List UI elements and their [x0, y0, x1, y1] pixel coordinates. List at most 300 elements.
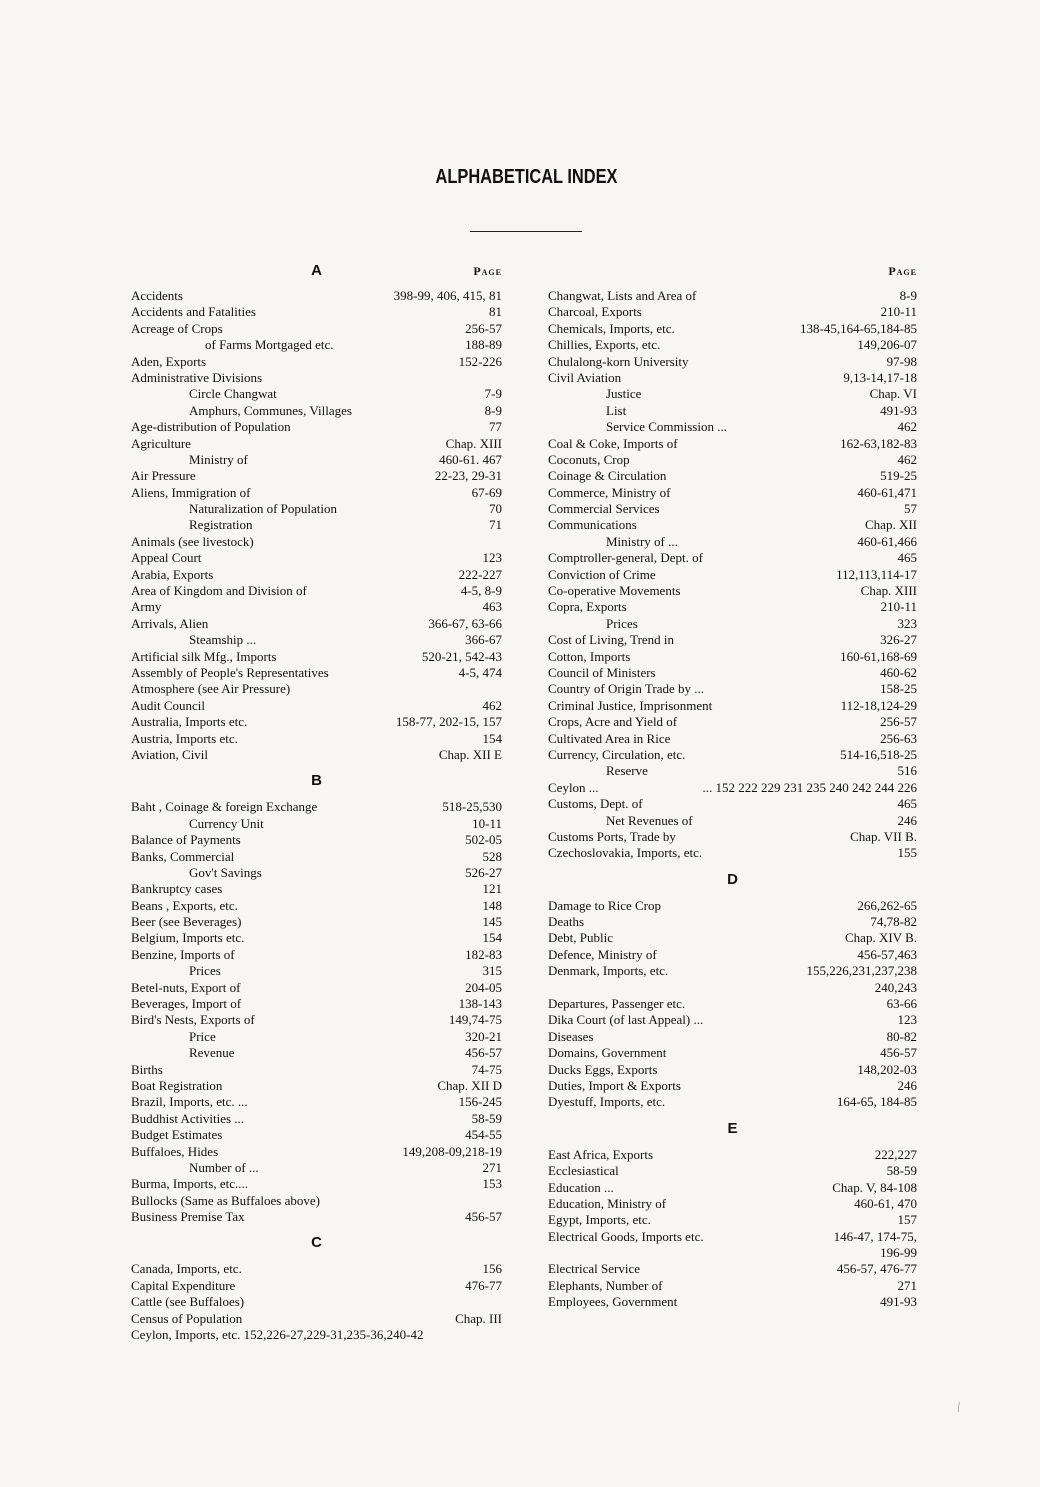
entry-term: Beans , Exports, etc.	[131, 897, 238, 913]
index-entry	[131, 1311, 502, 1327]
page-label: Page	[473, 264, 502, 278]
index-entry	[548, 1294, 917, 1310]
entry-term: Balance of Payments	[131, 832, 241, 848]
index-entry	[548, 681, 917, 697]
entry-pages: 460-61,466	[857, 533, 917, 549]
entry-pages: 7-9	[484, 386, 502, 402]
index-entry	[548, 1094, 917, 1110]
index-entry	[131, 1029, 502, 1045]
entry-term: Chemicals, Imports, etc.	[548, 320, 675, 336]
index-entry	[131, 914, 502, 930]
entry-term: Bullocks (Same as Buffaloes above)	[131, 1192, 320, 1208]
index-entry	[548, 452, 917, 468]
entry-pages: 58-59	[471, 1110, 502, 1126]
entry-term: Cultivated Area in Rice	[548, 730, 671, 746]
entry-pages: 63-66	[886, 996, 917, 1012]
entry-pages: 123	[897, 1012, 917, 1028]
entry-term: Coconuts, Crop	[548, 451, 630, 467]
entry-pages: 158-25	[880, 681, 917, 697]
index-entry	[548, 796, 917, 812]
index-entry	[131, 881, 502, 897]
index-entry	[131, 583, 502, 599]
index-entry	[548, 436, 917, 452]
entry-pages: 153	[482, 1176, 502, 1192]
entry-term: Employees, Government	[548, 1294, 678, 1310]
entry-term: East Africa, Exports	[548, 1146, 654, 1162]
entry-term: Ecclesiastical	[548, 1163, 619, 1179]
entry-pages: Chap. III	[455, 1310, 502, 1326]
entry-term: Ministry of	[189, 451, 248, 467]
entry-term: Deaths	[548, 914, 585, 930]
entry-pages: 154	[482, 730, 502, 746]
entry-term: Births	[131, 1061, 163, 1077]
entry-pages: 156	[482, 1261, 502, 1277]
entry-term: Elephants, Number of	[548, 1277, 663, 1293]
entry-term: Acreage of Crops	[131, 320, 223, 336]
entry-term: Prices	[606, 615, 638, 631]
entry-term: Audit Council	[131, 697, 206, 713]
entry-term: Civil Aviation	[548, 369, 622, 385]
entry-pages: 71	[489, 517, 502, 533]
section-letter-c: C	[311, 1234, 322, 1252]
index-entry	[131, 832, 502, 848]
entry-pages: 10-11	[472, 815, 502, 831]
entry-term: Animals (see livestock)	[131, 533, 254, 549]
entry-term: Duties, Import & Exports	[548, 1077, 681, 1093]
index-entry	[548, 501, 917, 517]
entry-pages: 366-67	[465, 632, 502, 648]
index-entry	[131, 337, 502, 353]
entry-term: Council of Ministers	[548, 664, 656, 680]
entry-pages: 158-77, 202-15, 157	[395, 714, 502, 730]
index-entry	[131, 947, 502, 963]
index-entry	[548, 337, 917, 353]
index-entry	[548, 1212, 917, 1228]
entry-pages: 196-99	[880, 1245, 917, 1261]
entry-term: Electrical Goods, Imports etc.	[548, 1228, 704, 1244]
entry-term: Artificial silk Mfg., Imports	[131, 648, 277, 664]
entry-term: Administrative Divisions	[131, 369, 263, 385]
index-entry	[548, 616, 917, 632]
entry-pages: 528	[482, 848, 502, 864]
index-entry	[131, 1111, 502, 1127]
index-entry	[131, 468, 502, 484]
entry-pages: 112-18,124-29	[840, 697, 917, 713]
index-entry	[131, 517, 502, 533]
index-entry	[548, 321, 917, 337]
entry-term: Departures, Passenger etc.	[548, 996, 686, 1012]
entry-pages: Chap. XIII	[445, 435, 502, 451]
entry-term: Communications	[548, 517, 637, 533]
entry-pages: 162-63,182-83	[840, 435, 917, 451]
entry-pages: 8-9	[899, 288, 917, 303]
index-entry	[131, 1062, 502, 1078]
entry-term: Baht , Coinage & foreign Exchange	[131, 799, 318, 815]
index-entry	[548, 485, 917, 501]
entry-pages: 320-21	[465, 1028, 502, 1044]
entry-pages: 514-16,518-25	[840, 746, 917, 762]
entry-term: Agriculture	[131, 435, 191, 451]
index-entry	[548, 534, 917, 550]
index-entry	[548, 550, 917, 566]
entry-term: Diseases	[548, 1028, 594, 1044]
entry-term: Education ...	[548, 1179, 614, 1195]
entry-term: Army	[131, 599, 162, 615]
entry-term: Commercial Services	[548, 501, 660, 517]
entry-term: Cost of Living, Trend in	[548, 632, 675, 648]
entry-pages: 240,243	[874, 979, 917, 995]
entry-pages: 156-245	[458, 1094, 502, 1110]
entry-term: Electrical Service	[548, 1261, 641, 1277]
index-entry	[548, 386, 917, 402]
entry-pages: 526-27	[465, 864, 502, 880]
section-e	[548, 1147, 917, 1311]
index-entry	[548, 1278, 917, 1294]
entry-pages: 502-05	[465, 832, 502, 848]
entry-pages: 70	[489, 501, 502, 517]
entry-pages: 454-55	[465, 1127, 502, 1143]
index-entry	[548, 632, 917, 648]
index-entry	[548, 1029, 917, 1045]
entry-term: Arrivals, Alien	[131, 615, 209, 631]
entry-term: Co-operative Movements	[548, 583, 681, 599]
entry-pages: 77	[489, 419, 502, 435]
entry-term: Ceylon ...	[548, 779, 599, 795]
entry-term: Currency Unit	[189, 815, 264, 831]
entry-term: Commerce, Ministry of	[548, 484, 671, 500]
index-entry	[131, 747, 502, 763]
entry-term: Census of Population	[131, 1310, 243, 1326]
index-entry	[548, 468, 917, 484]
index-entry	[131, 403, 502, 419]
index-entry	[548, 996, 917, 1012]
entry-term: Registration	[189, 517, 253, 533]
entry-term: Capital Expenditure	[131, 1277, 236, 1293]
entry-term: List	[606, 402, 627, 418]
index-column-left	[131, 262, 502, 1343]
entry-pages: 155	[897, 845, 917, 861]
index-entry	[131, 799, 502, 815]
entry-term: Changwat, Lists and Area of	[548, 288, 697, 303]
entry-term: Net Revenues of	[606, 812, 693, 828]
entry-pages: 256-57	[880, 714, 917, 730]
entry-term: Bankruptcy cases	[131, 881, 223, 897]
entry-term: Prices	[189, 963, 221, 979]
entry-term: Justice	[606, 386, 642, 402]
index-entry	[131, 816, 502, 832]
entry-term: Dika Court (of last Appeal) ...	[548, 1012, 704, 1028]
entry-term: Aviation, Civil	[131, 746, 209, 762]
index-entry	[548, 731, 917, 747]
entry-term: Belgium, Imports etc.	[131, 930, 245, 946]
entry-term: Ceylon, Imports, etc. 152,226-27,229-31,235-36,240-42	[131, 1327, 424, 1343]
entry-pages: 22-23, 29-31	[434, 468, 502, 484]
index-entry	[131, 354, 502, 370]
entry-pages: 152-226	[458, 353, 502, 369]
entry-pages: 149,208-09,218-19	[402, 1143, 502, 1159]
index-entry	[131, 1094, 502, 1110]
column-header	[548, 262, 917, 288]
entry-pages: Chap. XII D	[437, 1077, 502, 1093]
index-entry	[548, 947, 917, 963]
entry-term: Conviction of Crime	[548, 566, 656, 582]
entry-pages: Chap. XII E	[438, 746, 502, 762]
index-entry	[131, 963, 502, 979]
entry-pages: 456-57	[465, 1209, 502, 1225]
entry-term: Damage to Rice Crop	[548, 897, 661, 913]
entry-pages: 222,227	[874, 1146, 917, 1162]
index-entry	[131, 649, 502, 665]
entry-term: Country of Origin Trade by ...	[548, 681, 704, 697]
entry-pages: 146-47, 174-75,	[833, 1228, 917, 1244]
entry-term: Canada, Imports, etc.	[131, 1261, 242, 1277]
index-entry	[548, 698, 917, 714]
entry-pages: 491-93	[880, 1294, 917, 1310]
entry-term: Reserve	[606, 763, 648, 779]
index-column-right	[548, 262, 917, 1311]
entry-pages: 4-5, 474	[458, 664, 502, 680]
entry-pages: 97-98	[886, 353, 917, 369]
entry-term: Buffaloes, Hides	[131, 1143, 219, 1159]
entry-term: Cotton, Imports	[548, 648, 631, 664]
index-entry	[548, 747, 917, 763]
entry-pages: 323	[897, 615, 917, 631]
index-entry	[548, 963, 917, 979]
entry-pages: 164-65, 184-85	[836, 1094, 917, 1110]
entry-term: Arabia, Exports	[131, 566, 214, 582]
column-header	[131, 262, 502, 288]
section-a	[131, 288, 502, 763]
entry-pages: 149,74-75	[448, 1012, 502, 1028]
entry-pages: 112,113,114-17	[836, 566, 917, 582]
entry-term: Criminal Justice, Imprisonment	[548, 697, 713, 713]
entry-pages: 519-25	[880, 468, 917, 484]
page-label: Page	[888, 264, 917, 278]
entry-term: Coal & Coke, Imports of	[548, 435, 678, 451]
entry-term: Chulalong-korn University	[548, 353, 689, 369]
entry-pages: 222-227	[458, 566, 502, 582]
index-entry	[131, 452, 502, 468]
entry-pages: 246	[897, 1077, 917, 1093]
index-entry	[548, 898, 917, 914]
entry-pages: 210-11	[880, 304, 917, 320]
section-c-continued	[548, 288, 917, 862]
entry-term: of Farms Mortgaged etc.	[205, 337, 334, 353]
index-entry	[548, 930, 917, 946]
index-entry	[548, 1180, 917, 1196]
entry-term: Price	[189, 1028, 216, 1044]
entry-pages: 138-143	[458, 996, 502, 1012]
entry-pages: 516	[897, 763, 917, 779]
index-entry	[131, 1160, 502, 1176]
index-entry	[131, 1176, 502, 1192]
entry-term: Aden, Exports	[131, 353, 207, 369]
entry-term: Beer (see Beverages)	[131, 914, 242, 930]
index-entry	[548, 1229, 917, 1245]
entry-term: Currency, Circulation, etc.	[548, 746, 686, 762]
entry-term: Business Premise Tax	[131, 1209, 245, 1225]
index-entry	[548, 1045, 917, 1061]
entry-term: Age-distribution of Population	[131, 419, 291, 435]
scan-mark: ⁄	[954, 1400, 964, 1414]
index-entry	[548, 845, 917, 861]
entry-pages: 462	[897, 451, 917, 467]
entry-term: Debt, Public	[548, 930, 613, 946]
title-rule	[470, 231, 582, 232]
entry-term: Gov't Savings	[189, 864, 262, 880]
entry-term: Austria, Imports etc.	[131, 730, 238, 746]
index-entry	[548, 1062, 917, 1078]
index-entry	[131, 1294, 502, 1310]
entry-term: Customs Ports, Trade by	[548, 828, 676, 844]
entry-pages: 460-62	[880, 664, 917, 680]
entry-pages: 67-69	[471, 484, 502, 500]
entry-pages: 80-82	[886, 1028, 917, 1044]
entry-pages: 520-21, 542-43	[421, 648, 502, 664]
index-entry	[131, 698, 502, 714]
page-title: ALPHABETICAL INDEX	[435, 166, 618, 188]
entry-pages: 366-67, 63-66	[428, 615, 502, 631]
index-entry	[548, 370, 917, 386]
index-entry	[548, 354, 917, 370]
index-entry	[548, 1012, 917, 1028]
entry-pages: 160-61,168-69	[840, 648, 917, 664]
index-entry	[548, 813, 917, 829]
entry-term: Betel-nuts, Export of	[131, 979, 241, 995]
entry-pages: ... 152 222 229 231 235 240 242 244 226	[702, 779, 917, 795]
entry-term: Steamship ...	[189, 632, 257, 648]
entry-term: Banks, Commercial	[131, 848, 235, 864]
index-entry	[131, 898, 502, 914]
index-entry	[131, 567, 502, 583]
index-entry	[548, 1261, 917, 1277]
index-entry	[131, 419, 502, 435]
section-c	[131, 1261, 502, 1343]
entry-pages: 266,262-65	[857, 897, 917, 913]
entry-pages: 460-61. 467	[439, 451, 502, 467]
index-entry	[131, 370, 502, 386]
index-entry	[131, 1278, 502, 1294]
index-entry	[131, 321, 502, 337]
entry-pages: 256-63	[880, 730, 917, 746]
entry-term: Accidents	[131, 288, 183, 303]
entry-pages: 460-61,471	[857, 484, 917, 500]
section-d	[548, 898, 917, 1111]
index-entry	[548, 649, 917, 665]
entry-pages: 210-11	[880, 599, 917, 615]
index-entry	[131, 714, 502, 730]
entry-term: Buddhist Activities ...	[131, 1110, 245, 1126]
entry-pages: 149,206-07	[857, 337, 917, 353]
entry-pages: 465	[897, 796, 917, 812]
entry-pages: 58-59	[886, 1163, 917, 1179]
entry-term: Crops, Acre and Yield of	[548, 714, 678, 730]
index-entry	[131, 1078, 502, 1094]
entry-pages: 456-57,463	[857, 946, 917, 962]
entry-term: Ministry of ...	[606, 533, 678, 549]
entry-pages: 456-57, 476-77	[836, 1261, 917, 1277]
index-entry	[548, 1078, 917, 1094]
entry-pages: 4-5, 8-9	[460, 583, 502, 599]
entry-term: Czechoslovakia, Imports, etc.	[548, 845, 703, 861]
entry-term: Amphurs, Communes, Villages	[189, 402, 352, 418]
index-entry	[131, 501, 502, 517]
entry-term: Air Pressure	[131, 468, 196, 484]
index-entry	[131, 1045, 502, 1061]
entry-term: Beverages, Import of	[131, 996, 242, 1012]
entry-term: Number of ...	[189, 1159, 259, 1175]
entry-pages: 74-75	[471, 1061, 502, 1077]
entry-pages: 204-05	[465, 979, 502, 995]
index-entry	[131, 386, 502, 402]
index-entry	[131, 1327, 502, 1343]
entry-term: Customs, Dept. of	[548, 796, 643, 812]
entry-term: Comptroller-general, Dept. of	[548, 550, 703, 566]
entry-term: Aliens, Immigration of	[131, 484, 251, 500]
index-entry	[131, 930, 502, 946]
entry-term: Boat Registration	[131, 1077, 223, 1093]
index-entry	[131, 534, 502, 550]
entry-pages: 491-93	[880, 402, 917, 418]
entry-pages: 57	[904, 501, 917, 517]
entry-pages: Chap. V, 84-108	[832, 1179, 917, 1195]
index-entry	[548, 599, 917, 615]
index-entry	[131, 304, 502, 320]
entry-pages: 462	[482, 697, 502, 713]
entry-pages: 155,226,231,237,238	[806, 963, 917, 979]
entry-term: Atmosphere (see Air Pressure)	[131, 681, 291, 697]
entry-term: Ducks Eggs, Exports	[548, 1061, 658, 1077]
index-entry	[131, 485, 502, 501]
index-entry	[548, 914, 917, 930]
section-letter-b: B	[311, 772, 322, 790]
index-entry	[131, 665, 502, 681]
entry-term: Cattle (see Buffaloes)	[131, 1294, 245, 1310]
index-entry	[131, 1144, 502, 1160]
entry-term: Bird's Nests, Exports of	[131, 1012, 255, 1028]
index-entry	[131, 865, 502, 881]
entry-pages: 462	[897, 419, 917, 435]
entry-term: Naturalization of Population	[189, 501, 338, 517]
index-entry	[131, 288, 502, 304]
entry-pages: 188-89	[465, 337, 502, 353]
entry-term: Benzine, Imports of	[131, 946, 235, 962]
entry-pages: 148,202-03	[857, 1061, 917, 1077]
index-entry	[548, 403, 917, 419]
entry-pages: 81	[489, 304, 502, 320]
index-entry	[548, 1147, 917, 1163]
entry-term: Assembly of People's Representatives	[131, 664, 329, 680]
index-entry	[548, 583, 917, 599]
entry-pages: 476-77	[465, 1277, 502, 1293]
entry-pages: 154	[482, 930, 502, 946]
entry-pages: 326-27	[880, 632, 917, 648]
entry-term: Domains, Government	[548, 1045, 667, 1061]
entry-pages: 456-57	[465, 1045, 502, 1061]
entry-term: Burma, Imports, etc....	[131, 1176, 248, 1192]
index-entry	[548, 517, 917, 533]
index-entry	[548, 419, 917, 435]
index-entry	[131, 436, 502, 452]
index-entry	[548, 288, 917, 304]
entry-term: Budget Estimates	[131, 1127, 223, 1143]
index-entry	[548, 304, 917, 320]
entry-term: Denmark, Imports, etc.	[548, 963, 669, 979]
section-letter-d: D	[727, 870, 738, 888]
index-entry	[131, 681, 502, 697]
section-letter-e: E	[727, 1119, 738, 1137]
index-entry	[548, 980, 917, 996]
